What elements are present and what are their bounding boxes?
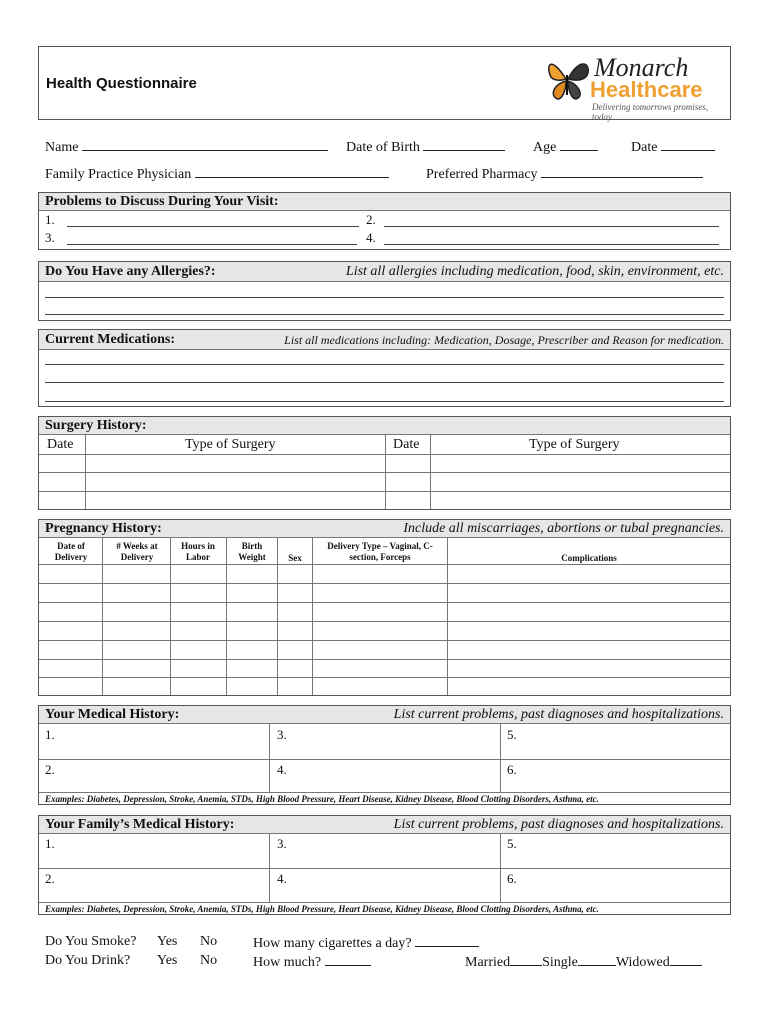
- age-field[interactable]: [533, 138, 598, 156]
- name-field[interactable]: [45, 138, 328, 156]
- fam-hist-3[interactable]: 3.: [277, 836, 287, 851]
- drink-no[interactable]: No: [200, 953, 218, 968]
- allergies-line-1[interactable]: [45, 297, 724, 298]
- family-history-note: List current problems, past diagnoses and hospitalizations.: [393, 817, 724, 832]
- family-history-title: Your Family’s Medical History:: [45, 817, 235, 832]
- page-title: Health Questionnaire: [46, 75, 197, 92]
- preg-col-weight: Birth Weight: [238, 541, 266, 562]
- med-hist-6[interactable]: 6.: [507, 762, 517, 777]
- pregnancy-title: Pregnancy History:: [45, 521, 162, 536]
- preg-col-sex: Sex: [288, 553, 302, 563]
- allergies-section: [38, 261, 731, 321]
- pregnancy-header: [39, 520, 730, 538]
- med-hist-2[interactable]: 2.: [45, 762, 55, 777]
- drink-yes[interactable]: Yes: [157, 953, 178, 968]
- cigarettes-label: How many cigarettes a day?: [253, 936, 412, 951]
- medical-history-note: List current problems, past diagnoses and hospitalizations.: [393, 707, 724, 722]
- preg-col-hours: Hours in Labor: [181, 541, 215, 562]
- problems-title: Problems to Discuss During Your Visit:: [45, 194, 279, 209]
- problems-header: [39, 193, 730, 211]
- surgery-col-type-1: Type of Surgery: [185, 437, 276, 452]
- pregnancy-section: [38, 519, 731, 696]
- allergies-header: [39, 262, 730, 282]
- age-label: Age: [533, 140, 557, 155]
- problem-1-line[interactable]: [67, 226, 359, 227]
- pharmacy-label: Preferred Pharmacy: [426, 167, 538, 182]
- surgery-col-date-1: Date: [47, 437, 74, 452]
- med-hist-5[interactable]: 5.: [507, 727, 517, 742]
- name-label: Name: [45, 140, 79, 155]
- drink-label: Do You Drink?: [45, 953, 131, 968]
- dob-label: Date of Birth: [346, 140, 420, 155]
- fam-hist-1[interactable]: 1.: [45, 836, 55, 851]
- allergies-note: List all allergies including medication, food, skin, environment, etc.: [345, 264, 724, 279]
- med-hist-4[interactable]: 4.: [277, 762, 287, 777]
- medical-history-header: [39, 706, 730, 724]
- surgery-col-date-2: Date: [393, 437, 420, 452]
- medications-line-3[interactable]: [45, 401, 724, 402]
- problem-4-line[interactable]: [384, 244, 719, 245]
- marital-status[interactable]: [465, 953, 702, 971]
- fam-hist-6[interactable]: 6.: [507, 871, 517, 886]
- problems-section: [38, 192, 731, 250]
- logo-tagline: Delivering tomorrows promises, today.: [592, 102, 709, 122]
- surgery-section: [38, 416, 731, 510]
- how-much-label: How much?: [253, 955, 322, 970]
- fam-hist-4[interactable]: 4.: [277, 871, 287, 886]
- surgery-header: [39, 417, 730, 435]
- date-field[interactable]: [631, 138, 715, 156]
- fam-hist-5[interactable]: 5.: [507, 836, 517, 851]
- fam-hist-examples: Examples: Diabetes, Depression, Stroke, Anemia, STDs, High Blood Pressure, Heart Disease, Kidney Disease, Blood Clotting Disorders, Asthma, etc.: [45, 904, 599, 914]
- how-much-field[interactable]: [253, 953, 371, 971]
- pregnancy-note: Include all miscarriages, abortions or tubal pregnancies.: [403, 521, 724, 536]
- physician-label: Family Practice Physician: [45, 167, 192, 182]
- medications-header: [39, 330, 730, 350]
- smoke-label: Do You Smoke?: [45, 934, 137, 949]
- medications-line-1[interactable]: [45, 364, 724, 365]
- medical-history-title: Your Medical History:: [45, 707, 180, 722]
- smoke-no[interactable]: No: [200, 934, 218, 949]
- medications-section: [38, 329, 731, 407]
- problem-1-label: 1.: [45, 212, 55, 227]
- med-hist-1[interactable]: 1.: [45, 727, 55, 742]
- medications-line-2[interactable]: [45, 382, 724, 383]
- medications-title: Current Medications:: [45, 332, 175, 347]
- header-box: [38, 46, 731, 120]
- butterfly-icon: [544, 53, 592, 105]
- family-history-section: [38, 815, 731, 915]
- preg-col-delivery: Delivery Type – Vaginal, C-section, Forceps: [327, 541, 433, 562]
- problem-3-line[interactable]: [67, 244, 357, 245]
- physician-field[interactable]: [45, 165, 389, 183]
- problem-4-label: 4.: [366, 230, 376, 245]
- widowed-label: Widowed: [615, 955, 670, 970]
- surgery-title: Surgery History:: [45, 418, 147, 433]
- preg-col-weeks: # Weeks at Delivery: [116, 541, 158, 562]
- med-hist-examples: Examples: Diabetes, Depression, Stroke, Anemia, STDs, High Blood Pressure, Heart Disease, Kidney Disease, Blood Clotting Disorders, Asthma, etc.: [45, 794, 599, 804]
- problem-2-line[interactable]: [384, 226, 719, 227]
- problem-3-label: 3.: [45, 230, 55, 245]
- med-hist-3[interactable]: 3.: [277, 727, 287, 742]
- fam-hist-2[interactable]: 2.: [45, 871, 55, 886]
- problem-2-label: 2.: [366, 212, 376, 227]
- medical-history-section: [38, 705, 731, 805]
- medications-note: List all medications including: Medication, Dosage, Prescriber and Reason for medication.: [284, 333, 724, 347]
- preg-col-date: Date of Delivery: [54, 541, 88, 562]
- cigarettes-field[interactable]: [253, 934, 479, 952]
- logo-text-healthcare: Healthcare: [590, 77, 703, 102]
- single-label: Single: [542, 955, 578, 970]
- allergies-line-2[interactable]: [45, 314, 724, 315]
- surgery-col-type-2: Type of Surgery: [529, 437, 620, 452]
- family-history-header: [39, 816, 730, 834]
- smoke-yes[interactable]: Yes: [157, 934, 178, 949]
- pharmacy-field[interactable]: [426, 165, 703, 183]
- allergies-title: Do You Have any Allergies?:: [45, 264, 216, 279]
- logo: [544, 51, 729, 122]
- preg-col-complications: Complications: [561, 553, 617, 563]
- date-label: Date: [631, 140, 658, 155]
- logo-text-monarch: Monarch: [594, 53, 689, 82]
- dob-field[interactable]: [346, 138, 505, 156]
- married-label: Married: [465, 955, 511, 970]
